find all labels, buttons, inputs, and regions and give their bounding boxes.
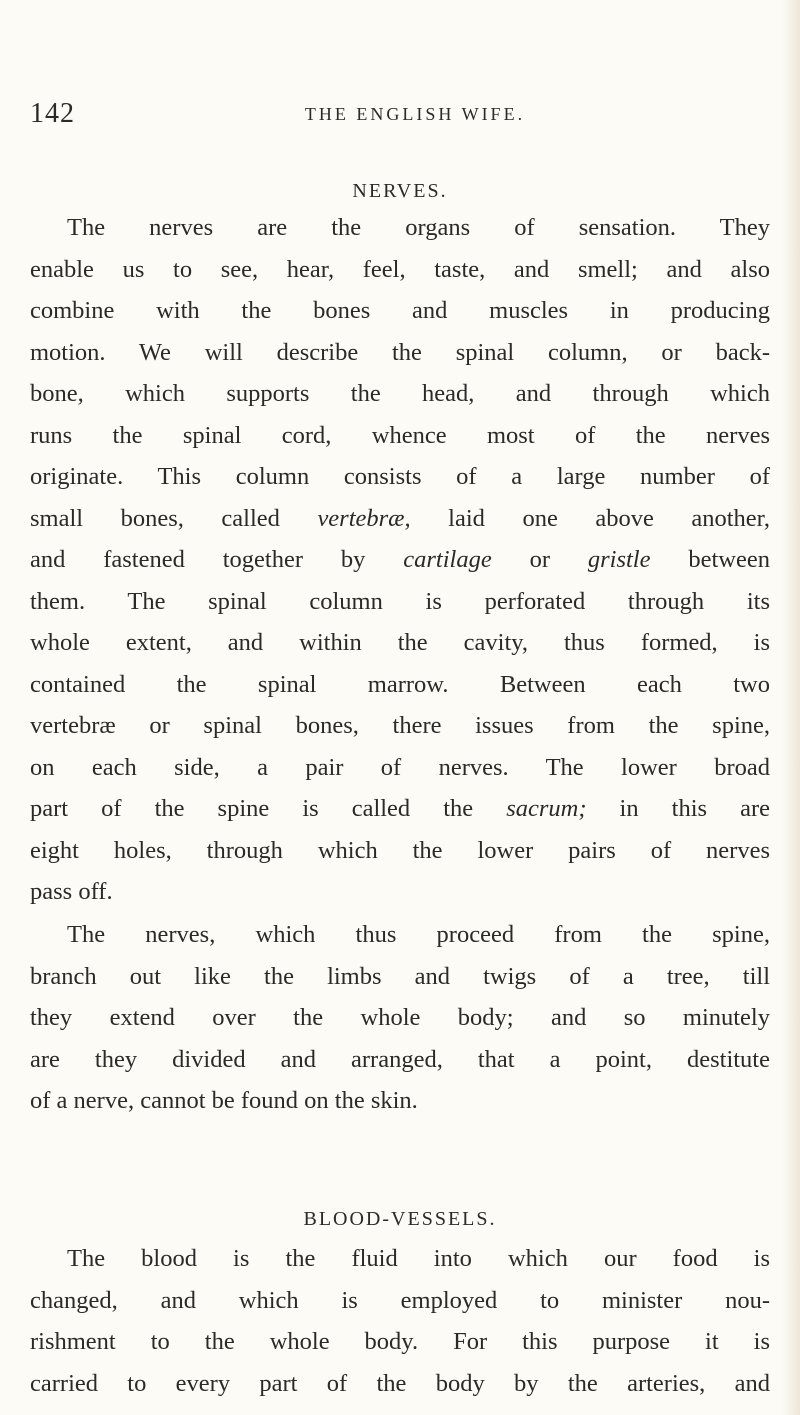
page-header [30, 98, 770, 138]
running-head: THE ENGLISH WIFE. [304, 104, 526, 124]
term-gristle: gristle [587, 546, 651, 573]
text-line: rishment to the whole body. For this purpose it is [30, 1328, 770, 1355]
text-line: combine with the bones and muscles in producing [30, 297, 770, 324]
text-line: originate. This column consists of a large number of [30, 463, 770, 490]
text-line: part of the spine is called the sacrum; in this are [30, 795, 770, 822]
text-line: The nerves are the organs of sensation. They [67, 214, 770, 241]
text-line: motion. We will describe the spinal column, or back- [30, 338, 770, 366]
text-line: pass off. [30, 878, 113, 905]
nerves-paragraph-1 [30, 207, 770, 913]
text-line: them. The spinal column is perforated through its [30, 587, 770, 615]
term-vertebrae: vertebræ, [317, 504, 411, 532]
text-line: whole extent, and within the cavity, thus formed, is [30, 629, 770, 656]
text-line: contained the spinal marrow. Between each two [30, 670, 770, 698]
text-line: eight holes, through which the lower pairs of nerves [30, 836, 770, 864]
text-line: The blood is the fluid into which our food is [67, 1245, 770, 1272]
text-line: they extend over the whole body; and so minutely [30, 1004, 770, 1031]
text-line: carried to every part of the body by the arteries, and [30, 1369, 770, 1397]
text-line: changed, and which is employed to minister nou- [30, 1286, 770, 1314]
section-heading-nerves: NERVES. [352, 180, 448, 202]
page-edge-shadow [782, 0, 800, 1415]
text-line: runs the spinal cord, whence most of the nerves [30, 421, 770, 449]
text-line: bone, which supports the head, and through which [30, 380, 770, 407]
text-line: and fastened together by cartilage or gristle between [30, 546, 770, 573]
page-number: 142 [30, 98, 75, 129]
text-line: of a nerve, cannot be found on the skin. [30, 1087, 418, 1114]
term-cartilage: cartilage [403, 546, 492, 573]
text-line: branch out like the limbs and twigs of a tree, till [30, 962, 770, 990]
text-line: on each side, a pair of nerves. The lower broad [30, 753, 770, 781]
blood-vessels-paragraph-1 [30, 1238, 770, 1404]
term-sacrum: sacrum; [506, 795, 587, 822]
section-heading-blood-vessels: BLOOD-VESSELS. [303, 1208, 497, 1230]
text-line: enable us to see, hear, feel, taste, and smell; and also [30, 255, 770, 283]
text-line: vertebræ or spinal bones, there issues from the spine, [30, 712, 770, 739]
text-line: The nerves, which thus proceed from the spine, [67, 921, 770, 948]
text-line: small bones, called vertebræ, laid one above another, [30, 504, 770, 532]
nerves-paragraph-2 [30, 914, 770, 1122]
text-line: are they divided and arranged, that a point, destitute [30, 1045, 770, 1073]
